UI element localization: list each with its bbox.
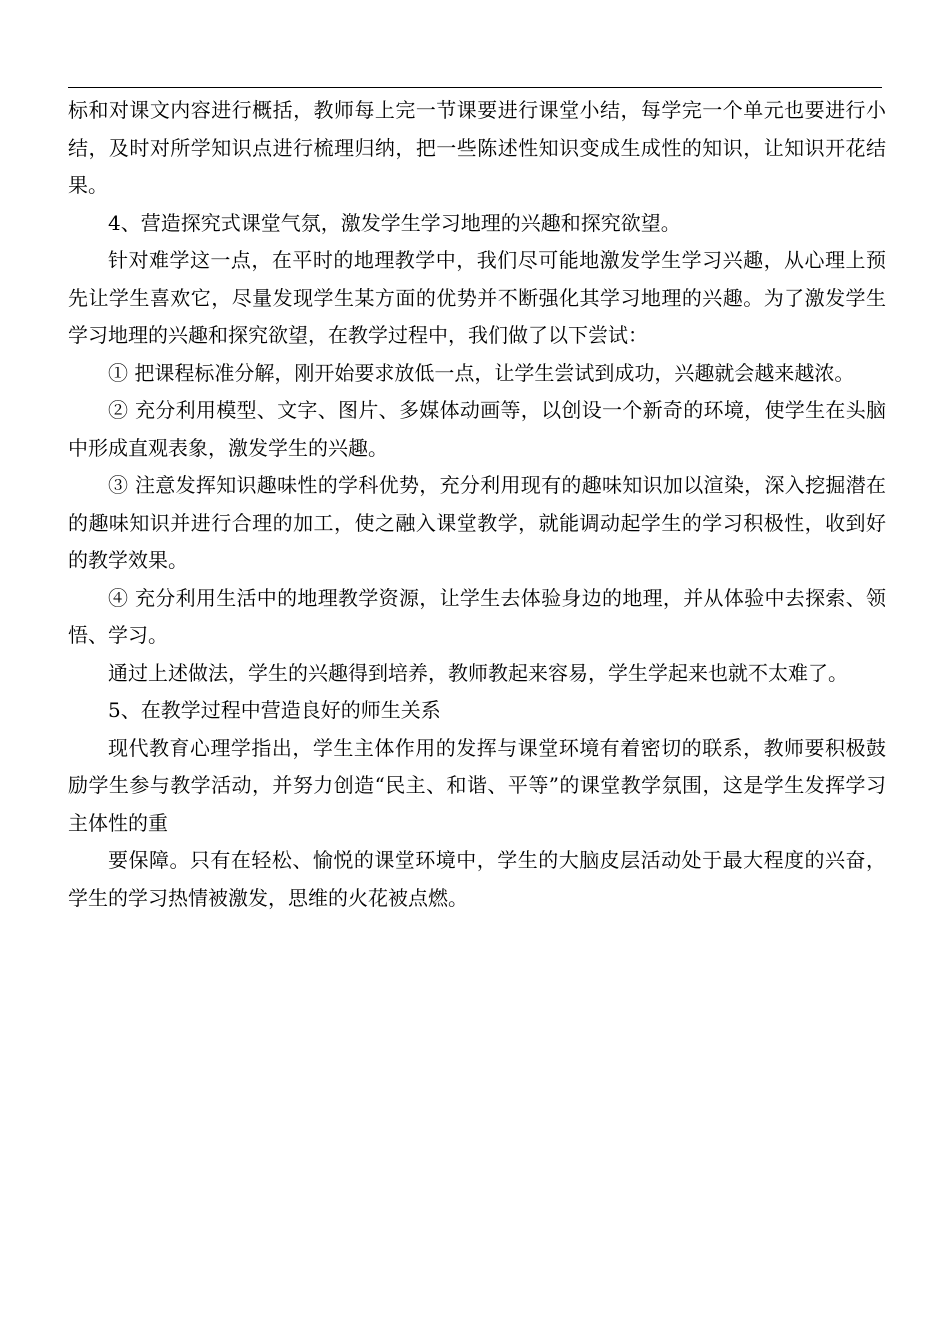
- paragraph: 现代教育心理学指出，学生主体作用的发挥与课堂环境有着密切的联系，教师要积极鼓励学生参与教学活动，并努力创造“民主、和谐、平等”的课堂教学氛围，这是学生发挥学习主体性的重: [68, 735, 886, 835]
- paragraph: 要保障。只有在轻松、愉悦的课堂环境中，学生的大脑皮层活动处于最大程度的兴奋，学生的学习热情被激发，思维的火花被点燃。: [68, 848, 886, 910]
- paragraph-continuation: 标和对课文内容进行概括，教师每上完一节课要进行课堂小结，每学完一个单元也要进行小结，及时对所学知识点进行梳理归纳，把一些陈述性知识变成生成性的知识，让知识开花结果。: [68, 98, 886, 197]
- header-rule: [68, 87, 882, 88]
- paragraph: 通过上述做法，学生的兴趣得到培养，教师教起来容易，学生学起来也就不太难了。: [108, 660, 848, 685]
- list-item-3: ③ 注意发挥知识趣味性的学科优势，充分利用现有的趣味知识加以渲染，深入挖掘潜在的趣味知识并进行合理的加工，使之融入课堂教学，就能调动起学生的学习积极性，收到好的教学效果。: [68, 473, 886, 572]
- list-item-4: ④ 充分利用生活中的地理教学资源，让学生去体验身边的地理，并从体验中去探索、领悟、学习。: [68, 585, 886, 647]
- list-item-2: ② 充分利用模型、文字、图片、多媒体动画等，以创设一个新奇的环境，使学生在头脑中形成直观表象，激发学生的兴趣。: [68, 398, 886, 460]
- section-heading-4: 4、营造探究式课堂气氛，激发学生学习地理的兴趣和探究欲望。: [108, 210, 681, 235]
- paragraph: 针对难学这一点，在平时的地理教学中，我们尽可能地激发学生学习兴趣，从心理上预先让学生喜欢它，尽量发现学生某方面的优势并不断强化其学习地理的兴趣。为了激发学生学习地理的兴趣和探究欲望，在教学过程中，我们做了以下尝试：: [68, 248, 886, 347]
- list-item-1: ① 把课程标准分解，刚开始要求放低一点，让学生尝试到成功，兴趣就会越来越浓。: [108, 360, 855, 385]
- section-heading-5: 5、在教学过程中营造良好的师生关系: [108, 698, 441, 722]
- document-body: [68, 92, 886, 917]
